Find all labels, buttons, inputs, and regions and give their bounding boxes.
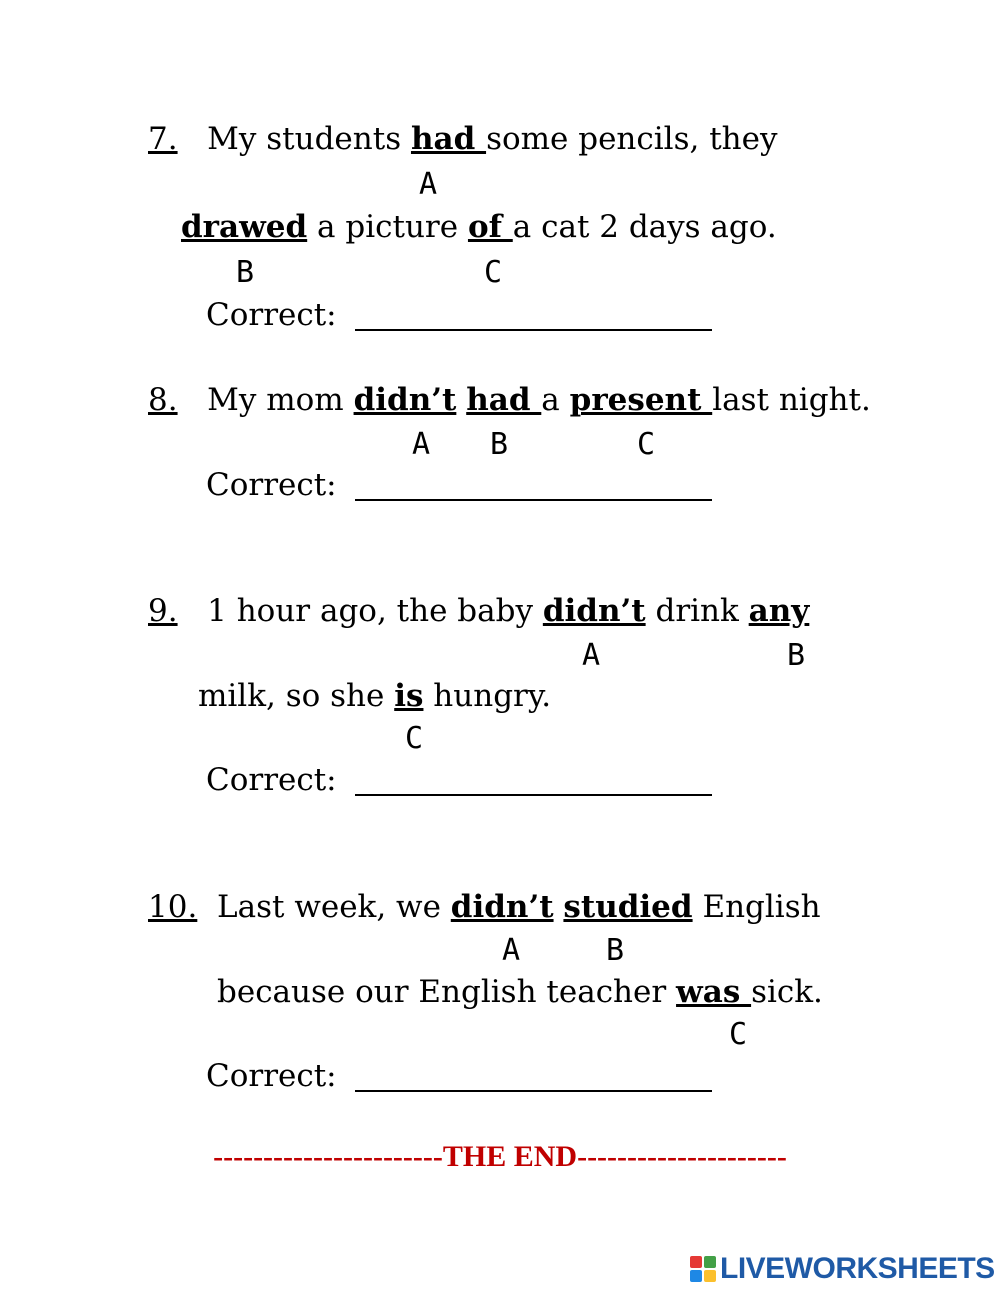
option-c-word: is — [394, 678, 424, 714]
sentence-text: because our English teacher — [217, 974, 677, 1010]
logo-text: LIVEWORKSHEETS — [720, 1252, 995, 1285]
answer-blank[interactable] — [355, 499, 712, 501]
option-b-letter: B — [236, 255, 255, 290]
sentence-text: My mom — [207, 382, 354, 418]
sentence-text: milk, so she — [198, 678, 395, 714]
question-7-line-1 — [148, 121, 778, 157]
option-a-word: didn’t — [353, 382, 457, 418]
sentence-text: 1 hour ago, the baby — [207, 593, 543, 629]
option-a-word: didn’t — [450, 889, 554, 925]
end-banner: -----------------------THE END--------------------- — [213, 1140, 787, 1173]
option-b-word: studied — [563, 889, 693, 925]
option-c-word: present — [569, 382, 713, 418]
question-9-line-2 — [198, 678, 552, 714]
liveworksheets-logo — [690, 1252, 995, 1286]
sentence-text: last night. — [712, 382, 871, 418]
option-b-word: drawed — [181, 209, 308, 245]
correct-label: Correct: — [206, 762, 347, 798]
question-10-line-1 — [148, 889, 821, 925]
option-c-letter: C — [637, 427, 656, 462]
answer-blank[interactable] — [355, 1090, 712, 1092]
sentence-text: Last week, we — [217, 889, 451, 925]
correct-label: Correct: — [206, 467, 347, 503]
option-a-word: had — [410, 121, 487, 157]
question-number: 8. — [148, 382, 178, 418]
correct-label: Correct: — [206, 1058, 347, 1094]
option-c-letter: C — [729, 1017, 748, 1052]
sentence-text: hungry. — [423, 678, 552, 714]
sentence-text: drink — [645, 593, 749, 629]
option-b-word: had — [466, 382, 542, 418]
answer-blank[interactable] — [355, 794, 712, 796]
question-number: 9. — [148, 593, 178, 629]
option-c-word: of — [467, 209, 513, 245]
sentence-text: some pencils, they — [486, 121, 778, 157]
correct-label: Correct: — [206, 297, 347, 333]
option-b-letter: B — [787, 638, 806, 673]
option-a-word: didn’t — [542, 593, 646, 629]
option-a-letter: A — [502, 933, 521, 968]
sentence-text: English — [692, 889, 821, 925]
sentence-text: a cat 2 days ago. — [512, 209, 777, 245]
question-number: 10. — [148, 889, 198, 925]
option-c-letter: C — [405, 721, 424, 756]
question-9-line-1 — [148, 593, 810, 629]
answer-blank[interactable] — [355, 329, 712, 331]
option-b-letter: B — [490, 427, 509, 462]
question-8-line-1 — [148, 382, 871, 418]
sentence-text: a picture — [307, 209, 468, 245]
sentence-text: sick. — [751, 974, 823, 1010]
option-b-letter: B — [606, 933, 625, 968]
option-b-word: any — [748, 593, 810, 629]
option-c-letter: C — [484, 255, 503, 290]
option-a-letter: A — [412, 427, 431, 462]
sentence-text: a — [541, 382, 570, 418]
sentence-text — [456, 382, 466, 418]
sentence-text: My students — [207, 121, 411, 157]
sentence-text — [554, 889, 564, 925]
question-7-line-2 — [181, 209, 777, 245]
option-a-letter: A — [582, 638, 601, 673]
logo-grid-icon — [690, 1256, 716, 1282]
option-c-word: was — [676, 974, 752, 1010]
question-number: 7. — [148, 121, 178, 157]
question-10-line-2 — [217, 974, 823, 1010]
option-a-letter: A — [419, 167, 438, 202]
